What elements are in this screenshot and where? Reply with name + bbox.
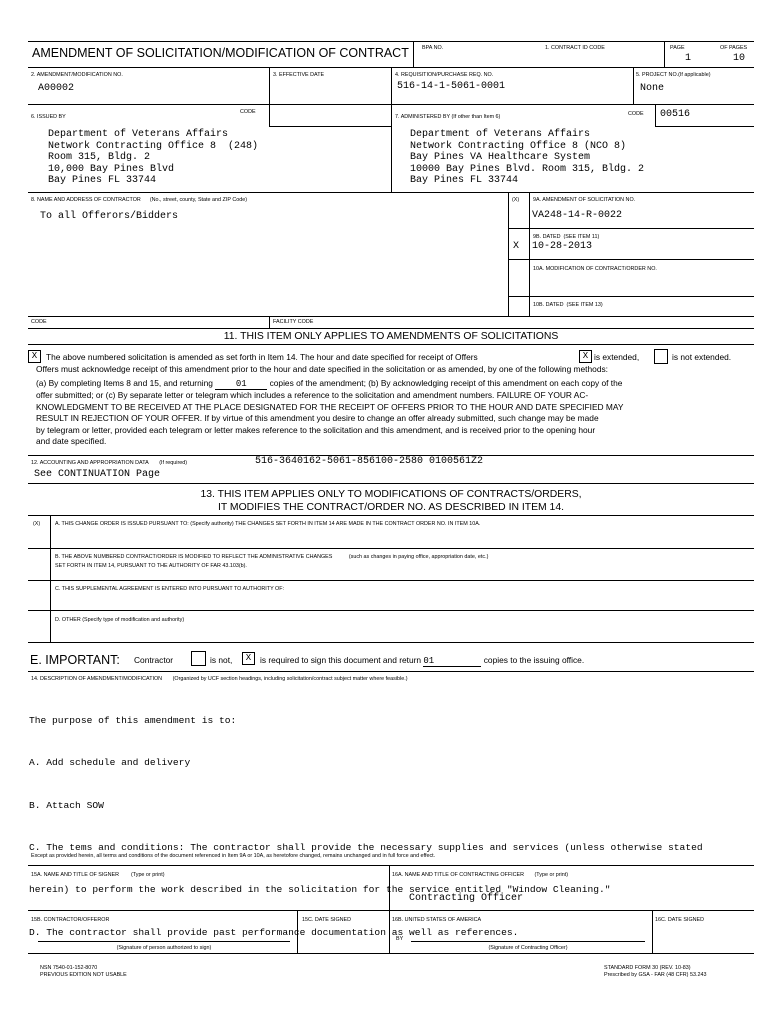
sig-person-caption: (Signature of person authorized to sign): [116, 945, 212, 951]
project-no-label: 5. PROJECT NO.(If applicable): [636, 72, 711, 78]
sign-required-checkbox[interactable]: X: [242, 652, 255, 665]
amendment-9a-label: 9A. AMENDMENT OF SOLICITATION NO.: [533, 197, 636, 203]
accounting-data: 516-3640162-5061-856100-2580 0100561Z2: [255, 456, 484, 467]
issued-by-address: Department of Veterans Affairs Network Contracting Office 8 (248) Room 315, Bldg. 2 10,000 Bay Pines Blvd Bay Pines FL 33744: [48, 129, 259, 187]
officer-name: Contracting Officer: [409, 893, 524, 904]
form-title: AMENDMENT OF SOLICITATION/MODIFICATION OF CONTRACT: [32, 46, 409, 60]
sig-officer-caption: (Signature of Contracting Officer): [488, 945, 568, 951]
section-11-body: (a) By completing Items 8 and 15, and returning 01 copies of the amendment; (b) By acknowledging receipt of this amendment on each copy of the offer submitted; or (c) By separate letter or telegram which includes a reference to the solicitation and amendment numbers. FAILURE OF YOUR AC- KNOWLEDGMENT TO BE RECEIVED AT THE PLACE DESIGNATED FOR THE RECEIPT OF OFFERS PRIOR TO THE HOUR AND DATE SPECIFIED MAY RESULT IN REJECTION OF YOUR OFFER. If by virtue of this amendment you desire to change an offer already submitted, such change may be made by telegram or letter, provided each telegram or letter makes reference to the solicitation and this amendment, and is received prior to the opening hour and date specified.: [36, 378, 624, 447]
section-13-b-line2: SET FORTH IN ITEM 14, PURSUANT TO THE AUTHORITY OF FAR 43.103(b).: [55, 563, 247, 569]
copies-returned-field[interactable]: 01: [215, 380, 267, 390]
contractor-name: To all Offerors/Bidders: [40, 211, 179, 222]
section-11-line1: The above numbered solicitation is amended as set forth in Item 14. The hour and date specified for receipt of Offers: [46, 352, 478, 362]
admin-code-label: CODE: [628, 111, 644, 117]
not-extended-checkbox[interactable]: [654, 349, 668, 364]
officer-label: 16A. NAME AND TITLE OF CONTRACTING OFFICER (Type or print): [392, 872, 569, 878]
section-13-c: C. THIS SUPPLEMENTAL AGREEMENT IS ENTERED INTO PURSUANT TO AUTHORITY OF:: [55, 586, 285, 592]
section-13-b: B. THE ABOVE NUMBERED CONTRACT/ORDER IS MODIFIED TO REFLECT THE ADMINISTRATIVE CHANGES (such as changes in paying office, appropriation date, etc.): [55, 554, 489, 560]
section-11-title: 11. THIS ITEM ONLY APPLIES TO AMENDMENTS OF SOLICITATIONS: [223, 331, 559, 342]
by-label: BY: [396, 936, 404, 942]
is-extended-checkbox[interactable]: X: [579, 350, 592, 363]
x-mark-9b: X: [513, 241, 520, 252]
section-13-d: D. OTHER (Specify type of modification and authority): [55, 617, 185, 623]
is-required-label: is required to sign this document and return 01 copies to the issuing office.: [260, 655, 585, 666]
page-label: PAGE: [670, 45, 685, 51]
nsn-number: NSN 7540-01-152-8070: [40, 965, 98, 971]
administered-by-label: 7. ADMINISTERED BY (If other than Item 6): [395, 114, 501, 120]
section-13-a: A. THIS CHANGE ORDER IS ISSUED PURSUANT TO: (Specify authority) THE CHANGES SET FORTH IN ITEM 14 ARE MADE IN THE CONTRACT ORDER NO. IN ITEM 10A.: [55, 521, 481, 527]
effective-date-label: 3. EFFECTIVE DATE: [273, 72, 325, 78]
administered-by-address: Department of Veterans Affairs Network Contracting Office 8 (NCO 8) Bay Pines VA Healthcare System 10000 Bay Pines Blvd. Room 315, Bldg. 2 Bay Pines FL 33744: [410, 129, 645, 187]
contract-id-label: 1. CONTRACT ID CODE: [545, 45, 605, 51]
amendment-no: A00002: [38, 83, 75, 94]
code-label: CODE: [31, 319, 47, 325]
x-column-label: (X): [512, 197, 520, 203]
return-copies-field[interactable]: 01: [423, 657, 481, 667]
solicitation-amended-checkbox[interactable]: X: [28, 350, 41, 363]
not-extended-label: is not extended.: [672, 352, 732, 362]
project-no: None: [640, 83, 665, 94]
date-15c-label: 15C. DATE SIGNED: [302, 917, 352, 923]
requisition-no: 516-14-1-5061-0001: [397, 81, 506, 92]
accounting-note: See CONTINUATION Page: [34, 469, 161, 480]
page-number: 1: [685, 53, 692, 64]
is-not-label: is not,: [210, 655, 233, 665]
important-contractor: Contractor: [134, 655, 174, 665]
officer-signature-line[interactable]: [411, 941, 645, 942]
contractor-signature-line[interactable]: [38, 941, 290, 942]
dated-9b-label: 9B. DATED (SEE ITEM 11): [533, 234, 600, 240]
dated-10b-label: 10B. DATED (SEE ITEM 13): [533, 302, 603, 308]
except-notice: Except as provided herein, all terms and conditions of the document referenced in Item 9A or 10A, as heretofore changed, remains unchanged and in full force and effect.: [31, 853, 436, 859]
modification-10a-label: 10A. MODIFICATION OF CONTRACT/ORDER NO.: [533, 266, 657, 272]
accounting-label: 12. ACCOUNTING AND APPROPRIATION DATA (If required): [31, 460, 188, 466]
of-pages-label: OF PAGES: [720, 45, 748, 51]
previous-edition-note: PREVIOUS EDITION NOT USABLE: [40, 972, 127, 978]
contractor-offeror-label: 15B. CONTRACTOR/OFFEROR: [31, 917, 110, 923]
section-11-instructions: Offers must acknowledge receipt of this amendment prior to the hour and date specified in the solicitation or as amended, by one of the following methods:: [36, 364, 608, 374]
important-row: E. IMPORTANT:: [30, 653, 120, 667]
amendment-no-label: 2. AMENDMENT/MODIFICATION NO.: [31, 72, 123, 78]
admin-code: 00516: [660, 109, 691, 120]
bpa-label: BPA NO.: [422, 45, 444, 51]
signer-label: 15A. NAME AND TITLE OF SIGNER (Type or print): [31, 872, 165, 878]
solicitation-no: VA248-14-R-0022: [532, 210, 623, 221]
form-top-border: [28, 41, 754, 42]
dated-9b: 10-28-2013: [532, 241, 593, 252]
standard-form: STANDARD FORM 30 (REV. 10-83): [604, 965, 691, 971]
sign-not-required-checkbox[interactable]: [191, 651, 206, 666]
amendment-description: The purpose of this amendment is to: A. Add schedule and delivery B. Attach SOW C. The tems and conditions: The contractor shall provide the necessary supplies and services (unless otherwise stated herein) to perform the work described in the solicitation for the service entitled "Window Cleaning." D. The contractor shall provide past performance documentation as well as references.: [29, 715, 703, 938]
is-extended-label: is extended,: [594, 352, 640, 362]
usa-label: 16B. UNITED STATES OF AMERICA: [392, 917, 482, 923]
prescribed-by: Prescribed by GSA - FAR (48 CFR) 53.243: [604, 972, 707, 978]
facility-code-label: FACILITY CODE: [273, 319, 314, 325]
date-16c-label: 16C. DATE SIGNED: [655, 917, 705, 923]
contractor-name-label: 8. NAME AND ADDRESS OF CONTRACTOR (No., street, county, State and ZIP Code): [31, 197, 248, 203]
section-13-title: 13. THIS ITEM APPLIES ONLY TO MODIFICATIONS OF CONTRACTS/ORDERS, IT MODIFIES THE CONTRACT/ORDER NO. AS DESCRIBED IN ITEM 14.: [200, 489, 582, 513]
description-label: 14. DESCRIPTION OF AMENDMENT/MODIFICATION (Organized by UCF section headings, including solicitation/contract subject matter where feasible.): [31, 676, 408, 682]
requisition-label: 4. REQUISITION/PURCHASE REQ. NO.: [395, 72, 494, 78]
issued-code-label: CODE: [240, 109, 256, 115]
section-13-x-label: (X): [33, 521, 41, 527]
issued-by-label: 6. ISSUED BY: [31, 114, 66, 120]
total-pages: 10: [733, 53, 746, 64]
